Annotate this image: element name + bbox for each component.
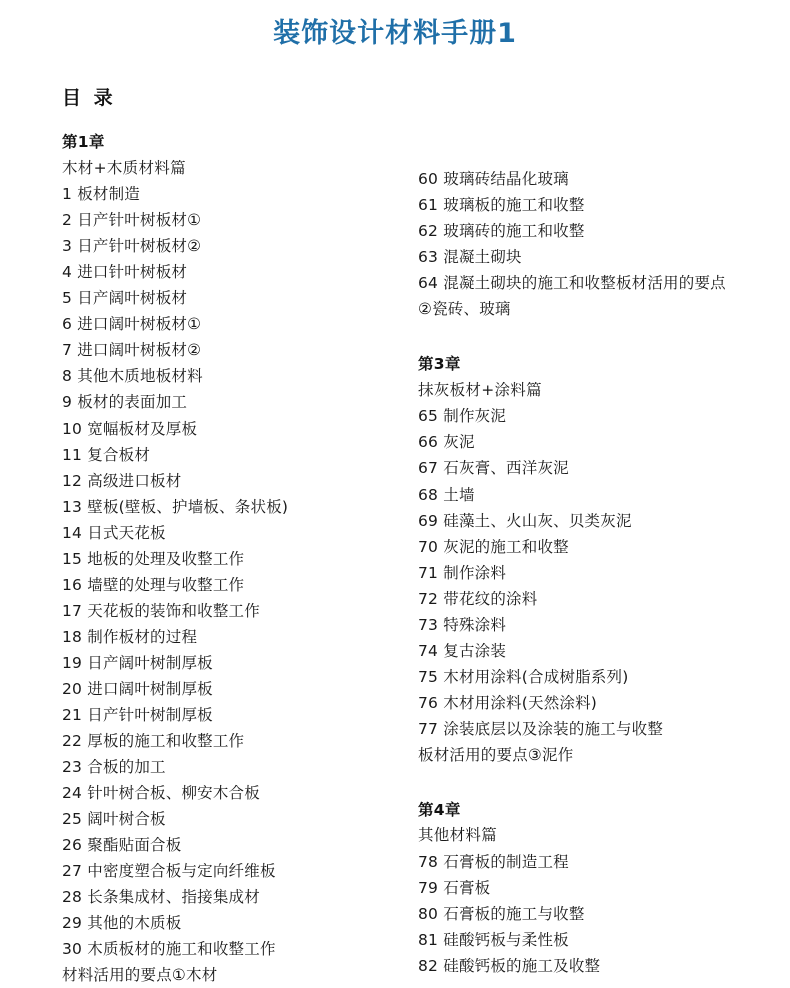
list-item[interactable]: 24 针叶树合板、柳安木合板 [62,783,260,802]
list-item[interactable]: 62 玻璃砖的施工和收整 [418,222,585,241]
list-item[interactable]: 29 其他的木质板 [62,914,182,933]
list-item[interactable]: 64 混凝土砌块的施工和收整板材活用的要点 [418,274,726,293]
list-item[interactable]: 76 木材用涂料(天然涂料) [418,693,598,712]
list-item[interactable]: 15 地板的处理及收整工作 [62,549,245,568]
list-item[interactable]: 60 玻璃砖结晶化玻璃 [418,170,569,189]
list-item[interactable]: 79 石膏板 [418,879,491,897]
list-item[interactable]: 8 其他木质地板材料 [62,367,203,386]
list-item[interactable]: 25 阔叶树合板 [62,809,166,828]
list-item[interactable]: 65 制作灰泥 [418,407,507,426]
chapter-label: 第3章 [418,355,461,374]
list-item[interactable]: 70 灰泥的施工和收整 [418,537,569,556]
list-item[interactable]: 19 日产阔叶树制厚板 [62,653,213,672]
list-item[interactable]: 26 聚酯贴面合板 [62,836,182,854]
chapter-subtitle: 木材+木质材料篇 [62,158,186,177]
chapter-section [418,352,752,768]
chapter-note: ②瓷砖、玻璃 [418,300,511,319]
list-item[interactable]: 63 混凝土砌块 [418,248,522,267]
list-item[interactable]: 13 壁板(壁板、护墙板、条状板) [62,497,289,516]
list-item[interactable]: 77 涂装底层以及涂装的施工与收整 [418,719,664,738]
list-item[interactable]: 20 进口阔叶树制厚板 [62,679,213,698]
list-item[interactable]: 73 特殊涂料 [418,615,507,634]
list-item[interactable]: 6 进口阔叶树板材① [62,315,202,334]
list-item[interactable]: 10 宽幅板材及厚板 [62,419,198,438]
chapter-label: 第1章 [62,133,105,152]
chapter-subtitle: 其他材料篇 [418,826,498,845]
list-item[interactable]: 81 硅酸钙板与柔性板 [418,931,569,950]
chapter-note: 材料活用的要点①木材 [62,966,218,985]
list-item[interactable]: 28 长条集成材、指接集成材 [62,888,260,907]
list-item[interactable]: 2 日产针叶树板材① [62,211,202,230]
list-item[interactable]: 23 合板的加工 [62,757,166,776]
list-item[interactable]: 1 板材制造 [62,185,140,204]
list-item[interactable]: 30 木质板材的施工和收整工作 [62,940,276,959]
list-item[interactable]: 18 制作板材的过程 [62,627,198,646]
toc-heading: 目 录 [62,87,116,110]
list-item[interactable]: 78 石膏板的制造工程 [418,852,569,871]
list-item[interactable]: 7 进口阔叶树板材② [62,341,202,360]
list-item[interactable]: 61 玻璃板的施工和收整 [418,196,585,215]
toc-column-left [62,130,396,988]
list-item[interactable]: 82 硅酸钙板的施工及收整 [418,957,601,976]
list-item[interactable]: 14 日式天花板 [62,523,166,542]
chapter-note: 板材活用的要点③泥作 [418,745,574,764]
chapter-section [62,130,396,988]
list-item[interactable]: 12 高级进口板材 [62,471,182,490]
toc-column-right [418,130,752,988]
list-item[interactable]: 66 灰泥 [418,433,475,452]
list-item[interactable]: 5 日产阔叶树板材 [62,289,188,308]
list-item[interactable]: 9 板材的表面加工 [62,393,188,412]
list-item[interactable]: 69 硅藻土、火山灰、贝类灰泥 [418,511,632,530]
list-item[interactable]: 27 中密度塑合板与定向纤维板 [62,862,276,881]
list-item[interactable]: 11 复合板材 [62,445,151,464]
list-item[interactable]: 71 制作涂料 [418,563,507,582]
list-item[interactable]: 3 日产针叶树板材② [62,237,202,256]
list-item[interactable]: 80 石膏板的施工与收整 [418,905,585,924]
chapter-section [418,798,752,979]
toc-columns [0,130,790,988]
list-item[interactable]: 72 带花纹的涂料 [418,589,538,608]
list-item[interactable]: 16 墙壁的处理与收整工作 [62,575,245,594]
chapter-subtitle: 抹灰板材+涂料篇 [418,380,542,399]
list-item[interactable]: 22 厚板的施工和收整工作 [62,731,245,750]
document-page [0,16,790,985]
list-item[interactable]: 75 木材用涂料(合成树脂系列) [418,667,629,686]
chapter-label: 第4章 [418,800,461,819]
list-item[interactable]: 4 进口针叶树板材 [62,263,188,282]
column-spacer [418,768,752,798]
list-item[interactable]: 68 土墙 [418,485,475,504]
list-item[interactable]: 74 复古涂装 [418,641,507,660]
list-item[interactable]: 17 天花板的装饰和收整工作 [62,601,260,620]
page-title: 装饰设计材料手册1 [273,18,517,49]
chapter-section-continued [418,166,752,322]
list-item[interactable]: 21 日产针叶树制厚板 [62,705,213,724]
column-spacer [418,322,752,352]
list-item[interactable]: 67 石灰膏、西洋灰泥 [418,459,569,478]
